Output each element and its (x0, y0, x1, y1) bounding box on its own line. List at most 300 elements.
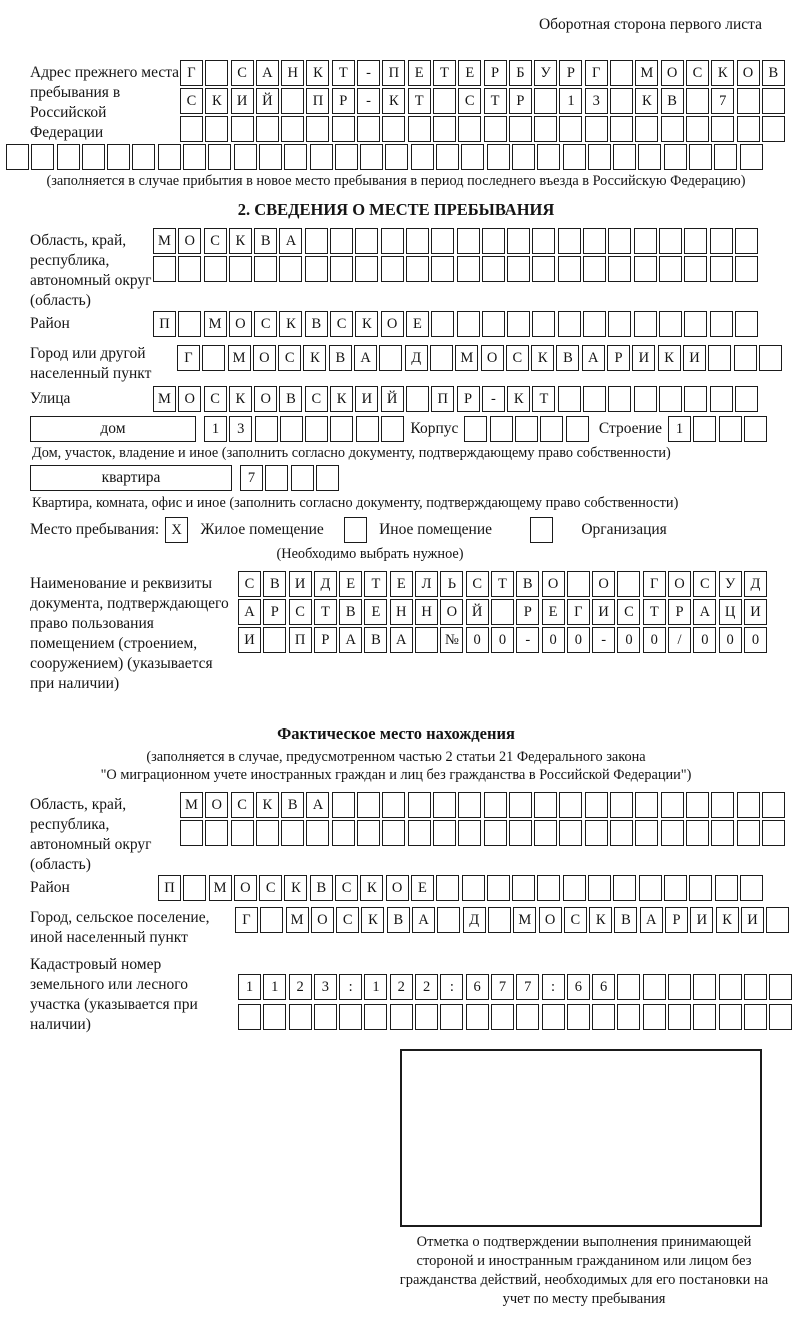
cadastral-row2 (238, 1004, 795, 1030)
char-cell: Д (744, 571, 767, 597)
char-cell (661, 820, 684, 846)
char-cell (306, 116, 329, 142)
char-cell: Н (415, 599, 438, 625)
char-cell: Р (668, 599, 691, 625)
char-cell (281, 820, 304, 846)
char-cell: М (153, 386, 176, 412)
char-cell (284, 144, 307, 170)
char-cell (484, 116, 507, 142)
char-cell: К (229, 386, 252, 412)
char-cell (532, 228, 555, 254)
actual-city-label: Город, сельское поселение, иной населенный пункт (30, 909, 210, 946)
char-cell: В (387, 907, 410, 933)
char-cell: 0 (542, 627, 565, 653)
char-cell (537, 144, 560, 170)
checkbox-other-premises (344, 517, 367, 543)
char-cell (482, 311, 505, 337)
char-cell: М (180, 792, 203, 818)
char-cell (360, 144, 383, 170)
char-cell: А (412, 907, 435, 933)
char-cell: А (279, 228, 302, 254)
char-cell: П (158, 875, 181, 901)
char-cell: К (279, 311, 302, 337)
char-cell (634, 386, 657, 412)
char-cell (613, 875, 636, 901)
char-cell: О (381, 311, 404, 337)
char-cell (433, 792, 456, 818)
char-cell: Г (177, 345, 200, 371)
char-cell (491, 599, 514, 625)
char-cell (291, 465, 314, 491)
char-cell (507, 311, 530, 337)
apartment-caption: Квартира, комната, офис и иное (заполнить согласно документу, подтверждающему право собственности) (32, 495, 679, 511)
char-cell (316, 465, 339, 491)
char-cell (263, 1004, 286, 1030)
actual-region-label: Область, край, республика, автономный округ (область) (30, 796, 152, 873)
char-cell (563, 875, 586, 901)
char-cell (684, 311, 707, 337)
char-cell (279, 256, 302, 282)
char-cell: О (229, 311, 252, 337)
char-cell (686, 88, 709, 114)
prev-address-row1 (180, 60, 787, 86)
char-cell (256, 116, 279, 142)
char-cell (588, 875, 611, 901)
char-cell (458, 792, 481, 818)
char-cell: С (204, 228, 227, 254)
char-cell (563, 144, 586, 170)
char-cell (310, 144, 333, 170)
char-cell (484, 792, 507, 818)
char-cell: Г (180, 60, 203, 86)
apartment-row (30, 465, 762, 491)
char-cell (357, 820, 380, 846)
char-cell: В (762, 60, 785, 86)
char-cell: 2 (289, 974, 312, 1000)
char-cell (431, 311, 454, 337)
prev-address-row4 (6, 144, 762, 170)
char-cell: 2 (390, 974, 413, 1000)
house-cells (204, 416, 406, 442)
char-cell (617, 974, 640, 1000)
char-cell: В (281, 792, 304, 818)
char-cell: А (693, 599, 716, 625)
char-cell (57, 144, 80, 170)
char-cell: О (254, 386, 277, 412)
char-cell: О (737, 60, 760, 86)
char-cell: Т (408, 88, 431, 114)
char-cell: О (481, 345, 504, 371)
char-cell (710, 256, 733, 282)
char-cell (719, 416, 742, 442)
char-cell (693, 1004, 716, 1030)
char-cell: - (482, 386, 505, 412)
char-cell (305, 416, 328, 442)
char-cell (659, 228, 682, 254)
char-cell (158, 144, 181, 170)
actual-city-row (235, 907, 792, 933)
char-cell (592, 1004, 615, 1030)
char-cell (737, 820, 760, 846)
char-cell (458, 820, 481, 846)
char-cell (254, 256, 277, 282)
char-cell (433, 116, 456, 142)
region-grid (153, 228, 760, 308)
char-cell (735, 256, 758, 282)
char-cell: 7 (491, 974, 514, 1000)
char-cell: К (716, 907, 739, 933)
char-cell (583, 228, 606, 254)
stroenie-label: Строение (598, 420, 662, 437)
char-cell (461, 144, 484, 170)
char-cell (132, 144, 155, 170)
char-cell (638, 144, 661, 170)
char-cell: М (153, 228, 176, 254)
char-cell (634, 256, 657, 282)
char-cell (330, 228, 353, 254)
char-cell (509, 116, 532, 142)
char-cell: 0 (643, 627, 666, 653)
char-cell: О (178, 386, 201, 412)
char-cell: - (592, 627, 615, 653)
char-cell: 0 (491, 627, 514, 653)
char-cell: 3 (314, 974, 337, 1000)
char-cell: 2 (415, 974, 438, 1000)
char-cell: И (355, 386, 378, 412)
char-cell (408, 792, 431, 818)
char-cell (668, 1004, 691, 1030)
actual-location-title: Фактическое место нахождения (277, 724, 515, 743)
char-cell (390, 1004, 413, 1030)
char-cell: Р (607, 345, 630, 371)
char-cell: О (253, 345, 276, 371)
char-cell (762, 116, 785, 142)
char-cell (635, 116, 658, 142)
char-cell: О (205, 792, 228, 818)
char-cell (431, 256, 454, 282)
char-cell (719, 974, 742, 1000)
char-cell: Б (509, 60, 532, 86)
char-cell: К (256, 792, 279, 818)
char-cell: О (386, 875, 409, 901)
char-cell (558, 256, 581, 282)
char-cell (711, 116, 734, 142)
option-residential-label: Жилое помещение (200, 521, 324, 538)
char-cell (537, 875, 560, 901)
char-cell (664, 144, 687, 170)
usage-doc-row3 (238, 627, 769, 653)
char-cell: В (556, 345, 579, 371)
char-cell: С (231, 60, 254, 86)
char-cell: 1 (238, 974, 261, 1000)
char-cell: С (305, 386, 328, 412)
char-cell: С (289, 599, 312, 625)
char-cell: 0 (617, 627, 640, 653)
char-cell (661, 116, 684, 142)
char-cell: О (539, 907, 562, 933)
char-cell: 1 (668, 416, 691, 442)
char-cell (686, 116, 709, 142)
char-cell: А (390, 627, 413, 653)
char-cell (608, 386, 631, 412)
char-cell (684, 228, 707, 254)
char-cell (737, 88, 760, 114)
char-cell: Р (332, 88, 355, 114)
char-cell: С (204, 386, 227, 412)
char-cell (281, 116, 304, 142)
char-cell (381, 228, 404, 254)
char-cell: Г (567, 599, 590, 625)
char-cell: И (231, 88, 254, 114)
char-cell: Р (263, 599, 286, 625)
confirmation-stamp-box (400, 1049, 762, 1227)
prev-address-label: Адрес прежнего места пребывания в Российской Федерации (30, 64, 180, 141)
char-cell (305, 256, 328, 282)
prev-address-caption: (заполняется в случае прибытия в новое место пребывания в период последнего въезда в Российскую Федерацию) (46, 173, 746, 189)
char-cell (332, 116, 355, 142)
char-cell: Т (314, 599, 337, 625)
actual-district-label: Район (30, 879, 70, 896)
char-cell: С (458, 88, 481, 114)
char-cell (585, 792, 608, 818)
char-cell: - (516, 627, 539, 653)
char-cell (330, 416, 353, 442)
actual-region-grid (180, 792, 787, 872)
char-cell: В (661, 88, 684, 114)
char-cell: Р (509, 88, 532, 114)
street-field (30, 386, 762, 414)
char-cell: Й (256, 88, 279, 114)
char-cell (255, 416, 278, 442)
char-cell (205, 116, 228, 142)
char-cell (183, 875, 206, 901)
char-cell (610, 116, 633, 142)
char-cell (734, 345, 757, 371)
char-cell (534, 116, 557, 142)
korpus-label: Корпус (410, 420, 459, 437)
char-cell (457, 256, 480, 282)
char-cell (762, 792, 785, 818)
char-cell (509, 792, 532, 818)
cadastral-label: Кадастровый номер земельного или лесного участка (указывается при наличии) (30, 956, 198, 1033)
char-cell (762, 820, 785, 846)
char-cell: К (355, 311, 378, 337)
char-cell (566, 416, 589, 442)
char-cell (762, 88, 785, 114)
char-cell: : (339, 974, 362, 1000)
char-cell (744, 416, 767, 442)
char-cell (357, 792, 380, 818)
char-cell (583, 256, 606, 282)
char-cell: 0 (719, 627, 742, 653)
char-cell (357, 116, 380, 142)
char-cell (231, 820, 254, 846)
char-cell: Е (339, 571, 362, 597)
char-cell (617, 571, 640, 597)
char-cell (737, 792, 760, 818)
char-cell (714, 144, 737, 170)
char-cell (487, 144, 510, 170)
char-cell (408, 820, 431, 846)
char-cell: Е (542, 599, 565, 625)
char-cell (205, 60, 228, 86)
char-cell: С (180, 88, 203, 114)
char-cell: Г (643, 571, 666, 597)
char-cell: Д (463, 907, 486, 933)
char-cell: А (582, 345, 605, 371)
char-cell: 6 (567, 974, 590, 1000)
house-type-box: дом (30, 416, 196, 442)
usage-doc-field (30, 571, 762, 694)
char-cell: Н (281, 60, 304, 86)
prev-address-row3 (180, 116, 787, 142)
char-cell (693, 416, 716, 442)
char-cell (559, 116, 582, 142)
char-cell (436, 875, 459, 901)
char-cell: П (431, 386, 454, 412)
char-cell: В (339, 599, 362, 625)
prev-address-field (30, 60, 779, 144)
char-cell (710, 228, 733, 254)
char-cell (559, 792, 582, 818)
char-cell (710, 311, 733, 337)
char-cell: Г (235, 907, 258, 933)
char-cell (639, 875, 662, 901)
char-cell (708, 345, 731, 371)
char-cell (6, 144, 29, 170)
char-cell: В (516, 571, 539, 597)
char-cell: Т (491, 571, 514, 597)
char-cell: - (357, 88, 380, 114)
char-cell (737, 116, 760, 142)
char-cell (617, 1004, 640, 1030)
char-cell: К (303, 345, 326, 371)
char-cell: : (440, 974, 463, 1000)
char-cell (659, 256, 682, 282)
char-cell: К (658, 345, 681, 371)
char-cell: В (364, 627, 387, 653)
char-cell (588, 144, 611, 170)
char-cell (735, 228, 758, 254)
char-cell (532, 311, 555, 337)
char-cell: М (204, 311, 227, 337)
char-cell: О (234, 875, 257, 901)
char-cell (263, 627, 286, 653)
char-cell: 0 (744, 627, 767, 653)
char-cell: Д (405, 345, 428, 371)
char-cell (635, 820, 658, 846)
char-cell: Е (408, 60, 431, 86)
char-cell: / (668, 627, 691, 653)
district-label: Район (30, 315, 70, 332)
cadastral-grid (238, 952, 795, 1032)
char-cell (686, 792, 709, 818)
char-cell (205, 820, 228, 846)
char-cell (559, 820, 582, 846)
char-cell (634, 311, 657, 337)
char-cell (415, 627, 438, 653)
char-cell (411, 144, 434, 170)
char-cell: С (330, 311, 353, 337)
char-cell: 1 (364, 974, 387, 1000)
char-cell (408, 116, 431, 142)
char-cell (259, 144, 282, 170)
char-cell: К (531, 345, 554, 371)
city-field (30, 341, 762, 384)
char-cell (769, 1004, 792, 1030)
char-cell (610, 792, 633, 818)
char-cell (516, 1004, 539, 1030)
char-cell: Й (466, 599, 489, 625)
char-cell: К (360, 875, 383, 901)
char-cell: Р (457, 386, 480, 412)
char-cell: К (205, 88, 228, 114)
char-cell (643, 1004, 666, 1030)
char-cell: 3 (585, 88, 608, 114)
char-cell (231, 116, 254, 142)
char-cell: К (361, 907, 384, 933)
char-cell (532, 256, 555, 282)
char-cell: 1 (559, 88, 582, 114)
char-cell (281, 88, 304, 114)
char-cell (462, 875, 485, 901)
char-cell: К (330, 386, 353, 412)
char-cell: В (305, 311, 328, 337)
char-cell: Т (532, 386, 555, 412)
char-cell: - (357, 60, 380, 86)
char-cell (238, 1004, 261, 1030)
char-cell: О (661, 60, 684, 86)
char-cell (719, 1004, 742, 1030)
char-cell: В (254, 228, 277, 254)
char-cell: Н (390, 599, 413, 625)
char-cell: С (336, 907, 359, 933)
region-row2 (153, 256, 760, 282)
house-caption: Дом, участок, владение и иное (заполнить согласно документу, подтверждающему право собственности) (32, 445, 671, 461)
char-cell: И (592, 599, 615, 625)
char-cell (735, 386, 758, 412)
char-cell: С (254, 311, 277, 337)
char-cell (540, 416, 563, 442)
char-cell (415, 1004, 438, 1030)
char-cell (668, 974, 691, 1000)
char-cell: К (635, 88, 658, 114)
char-cell (711, 792, 734, 818)
char-cell (107, 144, 130, 170)
char-cell: А (256, 60, 279, 86)
char-cell: И (741, 907, 764, 933)
char-cell: В (310, 875, 333, 901)
backside-note: Оборотная сторона первого листа (538, 16, 762, 33)
char-cell: С (259, 875, 282, 901)
char-cell (280, 416, 303, 442)
checkbox-residential: X (165, 517, 188, 543)
char-cell (204, 256, 227, 282)
char-cell (356, 416, 379, 442)
char-cell: С (564, 907, 587, 933)
char-cell (355, 228, 378, 254)
char-cell: 0 (693, 627, 716, 653)
confirmation-stamp-caption: Отметка о подтверждении выполнения принимающей стороной и иностранным гражданином или лицом без гражданства действий, необходимых для его постановки на учет по месту пребывания (399, 1234, 769, 1307)
char-cell: К (284, 875, 307, 901)
char-cell: Т (364, 571, 387, 597)
char-cell (769, 974, 792, 1000)
actual-region-field (30, 792, 762, 875)
char-cell: 6 (466, 974, 489, 1000)
char-cell: О (440, 599, 463, 625)
district-row (153, 311, 760, 337)
char-cell: И (744, 599, 767, 625)
